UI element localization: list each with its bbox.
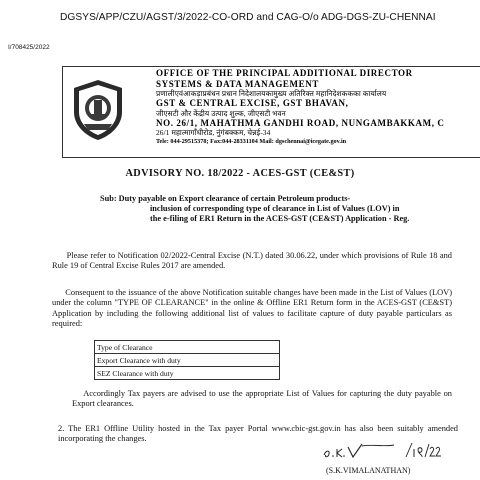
table-cell: SEZ Clearance with duty bbox=[95, 367, 280, 380]
letterhead-text bbox=[156, 68, 480, 146]
table-row bbox=[95, 341, 280, 354]
paragraph-advice bbox=[72, 389, 452, 410]
subject-line-3: the e-filing of ER1 Return in the ACES-GST (CE&ST) Application - Reg. bbox=[150, 214, 410, 224]
office-contact: Tele: 044-29515378; Fax:044-28331104 Mail: dgschennai@icegate.gov.in bbox=[156, 138, 347, 145]
subject-line-2: inclusion of corresponding type of clearance in List of Values (LOV) in bbox=[150, 204, 400, 214]
handwritten-signature bbox=[322, 440, 442, 462]
paragraph-changes-text: Consequent to the issuance of the above Notification suitable changes have been made in the List of Values (LOV) under the column "TYPE OF CLEARANCE" in the online & Offline ER1 Return form in the ACES-GST (CE&ST) Application by including the following additional list of values to facilitate capture of duty payable particulars as required: bbox=[52, 288, 452, 329]
table-cell: Type of Clearance bbox=[95, 341, 280, 354]
advisory-title: ADVISORY NO. 18/2022 - ACES-GST (CE&ST) bbox=[125, 168, 355, 179]
table-row bbox=[95, 367, 280, 380]
office-name-hindi: प्रणालीएवंआकड़ाप्रबंधन प्रधान निदेशालयकामुख्य अतिरिक्त महानिदेशककका कार्यालय bbox=[156, 89, 387, 98]
file-number: I/708425/2022 bbox=[8, 44, 50, 51]
paragraph-advice-text: Accordingly Tax payers are advised to use the appropriate List of Values for capturing the duty payable on Export clearances. bbox=[72, 389, 452, 409]
table-row bbox=[95, 354, 280, 367]
paragraph-changes bbox=[52, 288, 452, 330]
subject-line-1: Sub: Duty payable on Export clearance of certain Petroleum products- bbox=[100, 194, 351, 203]
lov-table bbox=[94, 340, 280, 380]
office-name: OFFICE OF THE PRINCIPAL ADDITIONAL DIRECTOR bbox=[156, 68, 413, 78]
cbic-emblem-logo bbox=[70, 78, 126, 142]
reference-number: DGSYS/APP/CZU/AGST/3/2022-CO-ORD and CAG-O/o ADG-DGS-ZU-CHENNAI bbox=[60, 12, 436, 23]
office-address-hindi: 26/1 महात्मागाँधीरोड, नुंगंबक्कम, चेन्नई-34 bbox=[156, 128, 271, 137]
signatory-name: (S.K.VIMALANATHAN) bbox=[326, 466, 411, 475]
paragraph-notification bbox=[52, 251, 452, 272]
office-building-hindi: जीएसटी और केंद्रीय उत्पाद शुल्क, जीएसटी भवन bbox=[156, 108, 286, 118]
office-address: NO. 26/1, MAHATHMA GANDHI ROAD, NUNGAMBAKKAM, C bbox=[156, 117, 445, 128]
subject-block bbox=[100, 194, 420, 225]
office-division: SYSTEMS & DATA MANAGEMENT bbox=[156, 78, 319, 89]
paragraph-notification-text: Please refer to Notification 02/2022-Central Excise (N.T.) dated 30.06.22, under which provisions of Rule 18 and Rule 19 of Central Excise Rules 2017 are amended. bbox=[52, 251, 452, 271]
office-building: GST & CENTRAL EXCISE, GST BHAVAN, bbox=[156, 98, 349, 108]
paragraph-utility-text: 2. The ER1 Offline Utility hosted in the Tax payer Portal www.cbic-gst.gov.in has also been suitably amended incorporating the changes. bbox=[58, 424, 458, 444]
table-cell: Export Clearance with duty bbox=[95, 354, 280, 367]
